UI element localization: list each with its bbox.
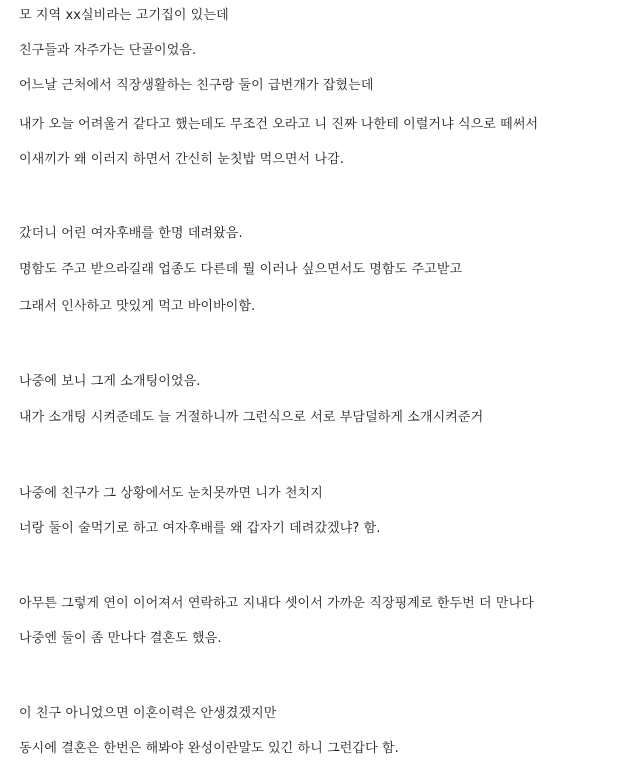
text-line: 친구들과 자주가는 단골이었음. [19, 43, 197, 58]
text-line: 모 지역 xx실비라는 고기집이 있는데 [19, 8, 229, 23]
text-line: 명함도 주고 받으라길래 업종도 다른데 뭘 이러나 싶으면서도 명함도 주고받고 [19, 262, 463, 277]
text-line: 너랑 둘이 술먹기로 하고 여자후배를 왜 갑자기 데려갔겠냐? 함. [19, 521, 381, 536]
text-line: 나중에 보니 그게 소개팅이었음. [19, 374, 201, 389]
text-line: 내가 소개팅 시켜준데도 늘 거절하니까 그런식으로 서로 부담덜하게 소개시켜준거 [19, 410, 484, 425]
text-line: 동시에 결혼은 한번은 해봐야 완성이란말도 있긴 하니 그런갑다 함. [19, 741, 399, 756]
text-line: 이새끼가 왜 이러지 하면서 간신히 눈칫밥 먹으면서 나감. [19, 152, 344, 167]
text-line: 어느날 근처에서 직장생활하는 친구랑 둘이 급번개가 잡혔는데 [19, 78, 374, 93]
text-line: 이 친구 아니었으면 이혼이력은 안생겼겠지만 [19, 706, 277, 721]
text-line: 아무튼 그렇게 연이 이어져서 연락하고 지내다 셋이서 가까운 직장핑계로 한두번 더 만나다 [19, 596, 534, 611]
text-line: 그래서 인사하고 맛있게 먹고 바이바이함. [19, 299, 256, 314]
text-line: 나중에 친구가 그 상황에서도 눈치못까면 니가 천치지 [19, 486, 323, 501]
text-line: 내가 오늘 어려울거 같다고 했는데도 무조건 오라고 니 진짜 나한테 이럴거냐 식으로 떼써서 [19, 117, 539, 132]
text-line: 갔더니 어린 여자후배를 한명 데려왔음. [19, 226, 243, 241]
text-line: 나중엔 둘이 좀 만나다 결혼도 했음. [19, 631, 222, 646]
